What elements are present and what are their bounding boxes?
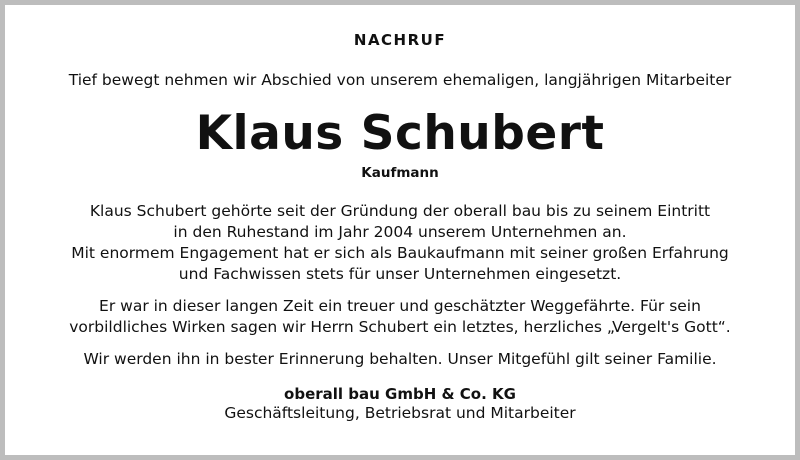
text-line: Mit enormem Engagement hat er sich als Baukaufmann mit seiner großen Erfahrung (71, 244, 729, 262)
tribute-paragraph-1 (5, 201, 795, 285)
tribute-paragraph-2 (5, 296, 795, 338)
obituary-notice (5, 5, 795, 455)
intro-text: Tief bewegt nehmen wir Abschied von unserem ehemaligen, langjährigen Mitarbeiter (68, 71, 732, 89)
text-line: Er war in dieser langen Zeit ein treuer und geschätzter Weggefährte. Für sein (99, 297, 701, 315)
text-line: vorbildliches Wirken sagen wir Herrn Schubert ein letztes, herzliches „Vergelt's Gott“. (69, 318, 731, 336)
notice-heading: NACHRUF (353, 31, 447, 49)
text-line: und Fachwissen stets für unser Unternehmen eingesetzt. (178, 265, 622, 283)
deceased-name: Klaus Schubert (195, 106, 605, 161)
text-line: in den Ruhestand im Jahr 2004 unserem Unternehmen an. (173, 223, 627, 241)
profession: Kaufmann (361, 165, 439, 181)
company-name: oberall bau GmbH & Co. KG (284, 385, 516, 403)
condolence-paragraph: Wir werden ihn in bester Erinnerung behalten. Unser Mitgefühl gilt seiner Familie. (83, 350, 717, 368)
text-line: Klaus Schubert gehörte seit der Gründung der oberall bau bis zu seinem Eintritt (89, 202, 711, 220)
signatories: Geschäftsleitung, Betriebsrat und Mitarbeiter (224, 404, 576, 422)
